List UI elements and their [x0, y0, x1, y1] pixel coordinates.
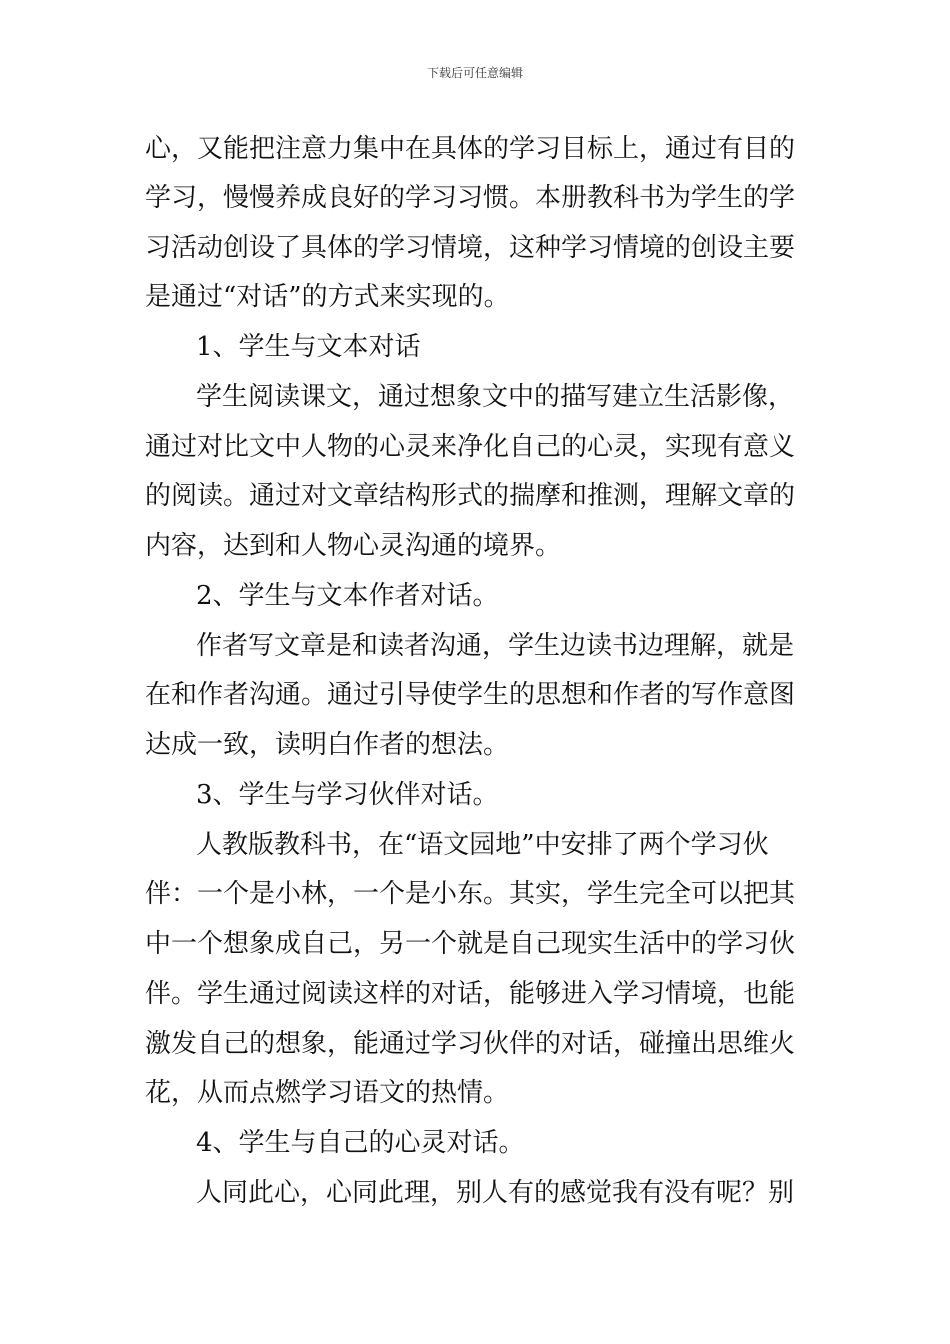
section-heading: 3、学生与学习伙伴对话。 — [196, 780, 499, 810]
text-line: 伴：一个是小林，一个是小东。其实，学生完全可以把其 — [145, 879, 796, 909]
text-line: 内容，达到和人物心灵沟通的境界。 — [145, 531, 562, 561]
text-line: 人教版教科书，在“语文园地”中安排了两个学习伙 — [196, 830, 769, 860]
text-line: 花，从而点燃学习语文的热情。 — [145, 1078, 510, 1108]
text-line: 通过对比文中人物的心灵来净化自己的心灵，实现有意义 — [145, 432, 796, 462]
text-line: 人同此心，心同此理，别人有的感觉我有没有呢？别 — [196, 1178, 795, 1208]
text-line: 心，又能把注意力集中在具体的学习目标上，通过有目的 — [145, 134, 796, 164]
section-heading: 1、学生与文本对话 — [196, 332, 421, 362]
section-heading: 2、学生与文本作者对话。 — [196, 581, 499, 611]
text-line: 中一个想象成自己，另一个就是自己现实生活中的学习伙 — [145, 929, 796, 959]
text-line: 伴。学生通过阅读这样的对话，能够进入学习情境，也能 — [145, 979, 796, 1009]
text-line: 习活动创设了具体的学习情境，这种学习情境的创设主要 — [145, 233, 796, 263]
text-line: 作者写文章是和读者沟通，学生边读书边理解，就是 — [196, 631, 795, 661]
text-line: 的阅读。通过对文章结构形式的揣摩和推测，理解文章的 — [145, 481, 796, 511]
text-line: 达成一致，读明白作者的想法。 — [145, 730, 510, 760]
section-heading: 4、学生与自己的心灵对话。 — [196, 1128, 525, 1158]
text-line: 激发自己的想象，能通过学习伙伴的对话，碰撞出思维火 — [145, 1029, 796, 1059]
header-note: 下载后可任意编辑 — [426, 66, 523, 80]
text-line: 学习，慢慢养成良好的学习习惯。本册教科书为学生的学 — [145, 183, 796, 213]
text-line: 是通过“对话”的方式来实现的。 — [145, 282, 510, 312]
text-line: 在和作者沟通。通过引导使学生的思想和作者的写作意图 — [145, 680, 796, 710]
text-line: 学生阅读课文，通过想象文中的描写建立生活影像， — [196, 382, 795, 412]
